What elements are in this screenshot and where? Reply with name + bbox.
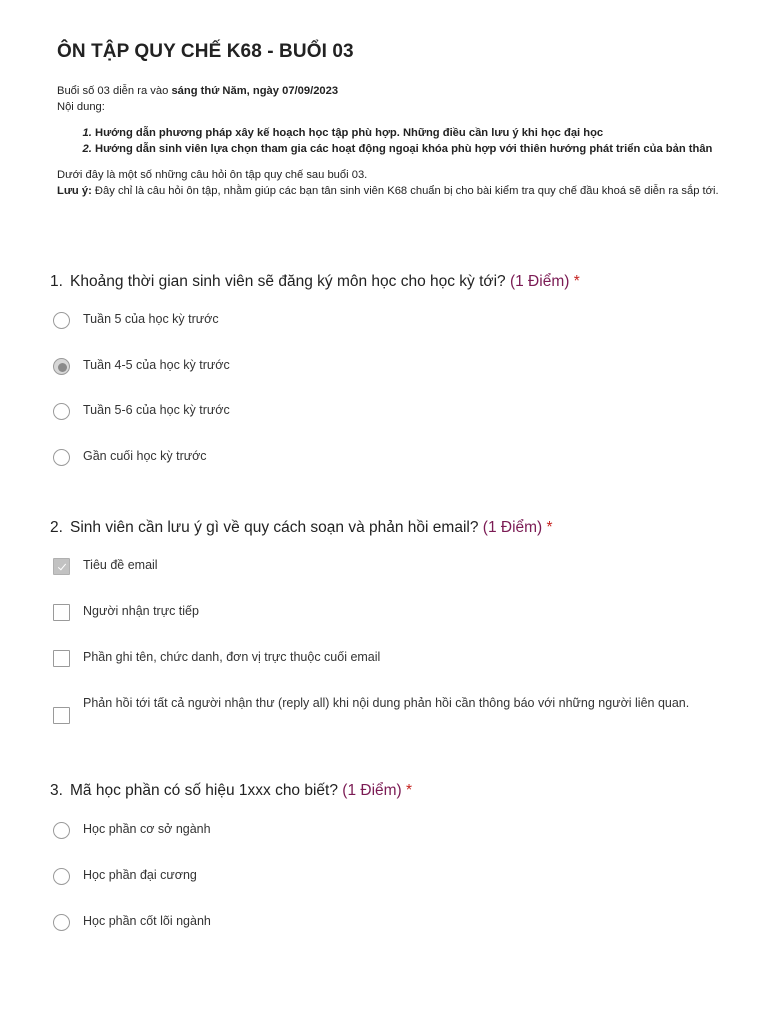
option-label: Gần cuối học kỳ trước xyxy=(83,449,207,463)
question-text: Khoảng thời gian sinh viên sẽ đăng ký môn học cho học kỳ tới? xyxy=(70,273,506,290)
question-points: (1 Điểm) xyxy=(509,273,570,290)
question-title xyxy=(50,780,740,802)
option-label: Người nhận trực tiếp xyxy=(83,604,199,618)
review-note-line: Dưới đây là một số những câu hỏi ôn tập quy chế sau buổi 03. xyxy=(57,169,368,181)
required-marker: * xyxy=(573,273,580,290)
radio-button[interactable] xyxy=(53,449,70,466)
form-description xyxy=(57,83,727,199)
question-points: (1 Điểm) xyxy=(482,519,543,536)
required-marker: * xyxy=(546,519,553,536)
notice-line: Lưu ý: Đây chỉ là câu hỏi ôn tập, nhằm giúp các bạn tân sinh viên K68 chuẩn bị cho bài kiểm tra quy chế đầu khoá sẽ diễn ra sắp tới. xyxy=(57,185,719,197)
checkbox[interactable] xyxy=(53,650,70,667)
radio-button-selected[interactable] xyxy=(53,358,70,375)
question-number: 3. xyxy=(50,782,63,799)
option-label: Phản hồi tới tất cả người nhận thư (reply all) khi nội dung phản hồi cần thông báo với những người liên quan. xyxy=(83,696,690,710)
checkbox[interactable] xyxy=(53,604,70,621)
question-title xyxy=(50,517,740,539)
option-label: Học phần cốt lõi ngành xyxy=(83,914,211,928)
option-label: Học phần đại cương xyxy=(83,868,197,882)
session-date-line: Buổi số 03 diễn ra vào sáng thứ Năm, ngày 07/09/2023 xyxy=(57,85,339,97)
question-1 xyxy=(50,271,740,463)
question-number: 2. xyxy=(50,519,63,536)
content-list xyxy=(57,125,727,157)
question-title xyxy=(50,271,740,293)
checkbox[interactable] xyxy=(53,707,70,724)
question-2 xyxy=(50,517,740,710)
content-heading: Nội dung: xyxy=(57,101,105,113)
content-item: 2. Hướng dẫn sinh viên lựa chọn tham gia các hoạt động ngoại khóa phù hợp với thiên hướng phát triển của bản thân xyxy=(95,141,727,157)
question-text: Sinh viên cần lưu ý gì về quy cách soạn và phản hồi email? xyxy=(70,519,479,536)
question-points: (1 Điểm) xyxy=(342,782,402,799)
option-label: Tiêu đề email xyxy=(83,558,158,572)
radio-button[interactable] xyxy=(53,822,70,839)
required-marker: * xyxy=(406,782,413,799)
form-title: ÔN TẬP QUY CHẾ K68 - BUỔI 03 xyxy=(57,41,354,62)
option-label: Tuần 5-6 của học kỳ trước xyxy=(83,403,230,417)
radio-button[interactable] xyxy=(53,914,70,931)
question-3 xyxy=(50,780,740,928)
option-label: Tuần 4-5 của học kỳ trước xyxy=(83,358,230,372)
question-number: 1. xyxy=(50,273,63,290)
option-label: Phần ghi tên, chức danh, đơn vị trực thuộc cuối email xyxy=(83,650,381,664)
option-label: Học phần cơ sở ngành xyxy=(83,822,211,836)
radio-button[interactable] xyxy=(53,403,70,420)
option-label: Tuần 5 của học kỳ trước xyxy=(83,312,219,326)
checkbox-checked[interactable] xyxy=(53,558,70,575)
radio-button[interactable] xyxy=(53,868,70,885)
radio-button[interactable] xyxy=(53,312,70,329)
content-item: 1. Hướng dẫn phương pháp xây kế hoạch học tập phù hợp. Những điều cần lưu ý khi học đại học xyxy=(95,125,727,141)
question-text: Mã học phần có số hiệu 1xxx cho biết? xyxy=(70,782,338,799)
